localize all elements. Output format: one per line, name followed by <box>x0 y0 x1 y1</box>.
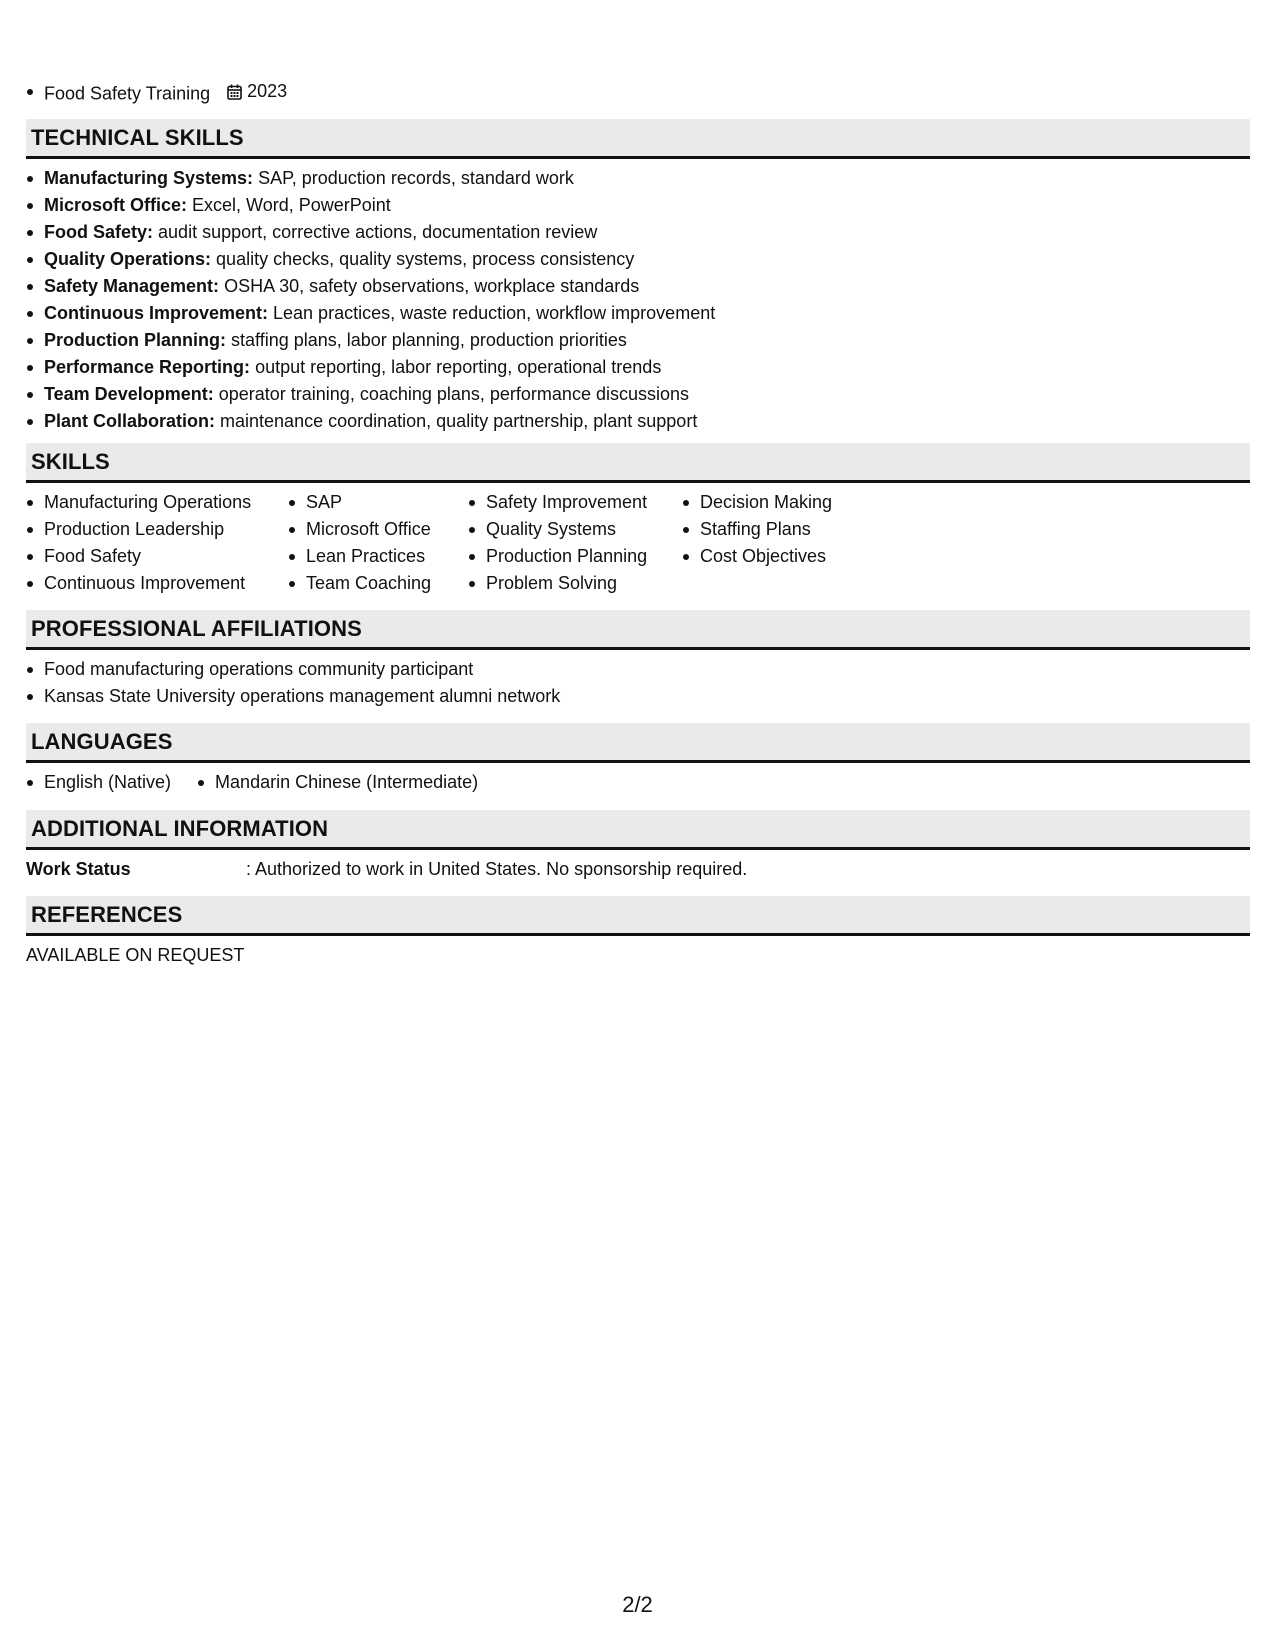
section-title: TECHNICAL SKILLS <box>31 125 244 150</box>
skills-column <box>26 489 288 597</box>
skill-label: Production Leadership <box>44 519 225 539</box>
skill-label: SAP <box>306 492 343 512</box>
affiliation-text: Kansas State University operations management alumni network <box>44 686 561 706</box>
section-header <box>26 723 1250 763</box>
technical-skill-value: staffing plans, labor planning, production priorities <box>231 330 627 350</box>
technical-skill-value: Lean practices, waste reduction, workflow improvement <box>273 303 716 323</box>
skill-label: Production Planning <box>486 546 648 566</box>
skill-label: Quality Systems <box>486 519 617 539</box>
skill-label: Team Coaching <box>306 573 432 593</box>
skill-item <box>26 516 288 543</box>
affiliation-item <box>26 656 1250 683</box>
language-text: English (Native) <box>44 772 172 792</box>
technical-skill-value: maintenance coordination, quality partnership, plant support <box>220 411 698 431</box>
section-title: SKILLS <box>31 449 110 474</box>
technical-skill-label: Team Development: <box>44 384 214 404</box>
skill-item <box>468 489 682 516</box>
certification-year: 2023 <box>247 81 288 101</box>
certification-list <box>26 78 287 108</box>
technical-skill-item <box>26 246 1250 273</box>
technical-skill-value: output reporting, labor reporting, operational trends <box>255 357 662 377</box>
skill-item <box>682 516 882 543</box>
skill-item <box>26 570 288 597</box>
technical-skill-item <box>26 354 1250 381</box>
additional-info-section <box>26 810 1250 883</box>
skill-item <box>26 489 288 516</box>
skills-section <box>26 443 1250 597</box>
section-title: LANGUAGES <box>31 729 173 754</box>
technical-skill-value: OSHA 30, safety observations, workplace standards <box>224 276 640 296</box>
references-section <box>26 896 1250 969</box>
technical-skill-label: Quality Operations: <box>44 249 212 269</box>
section-header <box>26 896 1250 936</box>
work-status-label: Work Status <box>26 859 131 879</box>
languages-list <box>26 769 1250 796</box>
affiliation-item <box>26 683 1250 710</box>
skill-item <box>288 543 468 570</box>
skills-column <box>288 489 468 597</box>
technical-skill-value: SAP, production records, standard work <box>258 168 574 188</box>
section-header <box>26 610 1250 650</box>
skill-label: Staffing Plans <box>700 519 811 539</box>
technical-skill-value: Excel, Word, PowerPoint <box>192 195 391 215</box>
section-header <box>26 810 1250 850</box>
skill-item <box>288 489 468 516</box>
skill-label: Cost Objectives <box>700 546 827 566</box>
skill-item <box>288 570 468 597</box>
skill-item <box>468 543 682 570</box>
skills-column <box>468 489 682 597</box>
section-header <box>26 443 1250 483</box>
skills-grid <box>26 489 1250 597</box>
technical-skills-list <box>26 165 1250 435</box>
skill-label: Manufacturing Operations <box>44 492 252 512</box>
skill-item <box>468 570 682 597</box>
technical-skill-item <box>26 408 1250 435</box>
technical-skill-label: Continuous Improvement: <box>44 303 268 323</box>
technical-skill-label: Performance Reporting: <box>44 357 251 377</box>
skill-label: Safety Improvement <box>486 492 648 512</box>
technical-skill-item <box>26 327 1250 354</box>
technical-skill-item <box>26 192 1250 219</box>
skill-label: Microsoft Office <box>306 519 431 539</box>
work-status-row <box>26 856 1250 883</box>
languages-section <box>26 723 1250 796</box>
technical-skill-item <box>26 381 1250 408</box>
technical-skill-value: operator training, coaching plans, performance discussions <box>218 384 689 404</box>
skills-column <box>682 489 882 597</box>
technical-skill-label: Microsoft Office: <box>44 195 188 215</box>
skill-label: Problem Solving <box>486 573 618 593</box>
certification-date <box>227 78 287 105</box>
skill-label: Lean Practices <box>306 546 426 566</box>
technical-skills-section <box>26 119 1250 435</box>
technical-skill-label: Manufacturing Systems: <box>44 168 254 188</box>
language-item <box>26 769 171 796</box>
skill-label: Decision Making <box>700 492 833 512</box>
references-text: AVAILABLE ON REQUEST <box>26 945 245 965</box>
technical-skill-label: Plant Collaboration: <box>44 411 215 431</box>
affiliation-text: Food manufacturing operations community participant <box>44 659 474 679</box>
section-title: PROFESSIONAL AFFILIATIONS <box>31 616 362 641</box>
calendar-icon <box>227 84 242 100</box>
technical-skill-item <box>26 219 1250 246</box>
technical-skill-value: audit support, corrective actions, documentation review <box>158 222 598 242</box>
technical-skill-item <box>26 300 1250 327</box>
skill-item <box>468 516 682 543</box>
skill-label: Continuous Improvement <box>44 573 246 593</box>
technical-skill-item <box>26 273 1250 300</box>
skill-item <box>26 543 288 570</box>
section-header <box>26 119 1250 159</box>
skill-item <box>682 489 882 516</box>
skill-label: Food Safety <box>44 546 142 566</box>
affiliations-list <box>26 656 1250 710</box>
work-status-value: : Authorized to work in United States. No sponsorship required. <box>246 859 748 879</box>
certification-item <box>26 78 287 108</box>
language-item <box>197 769 478 796</box>
technical-skill-item <box>26 165 1250 192</box>
page-number: 2/2 <box>622 1592 653 1617</box>
certification-name: Food Safety Training <box>44 83 211 104</box>
section-title: ADDITIONAL INFORMATION <box>31 816 329 841</box>
technical-skill-label: Food Safety: <box>44 222 154 242</box>
skill-item <box>682 543 882 570</box>
affiliations-section <box>26 610 1250 710</box>
skill-item <box>288 516 468 543</box>
language-text: Mandarin Chinese (Intermediate) <box>215 772 479 792</box>
technical-skill-label: Production Planning: <box>44 330 226 350</box>
technical-skill-label: Safety Management: <box>44 276 220 296</box>
section-title: REFERENCES <box>31 902 183 927</box>
technical-skill-value: quality checks, quality systems, process consistency <box>216 249 635 269</box>
